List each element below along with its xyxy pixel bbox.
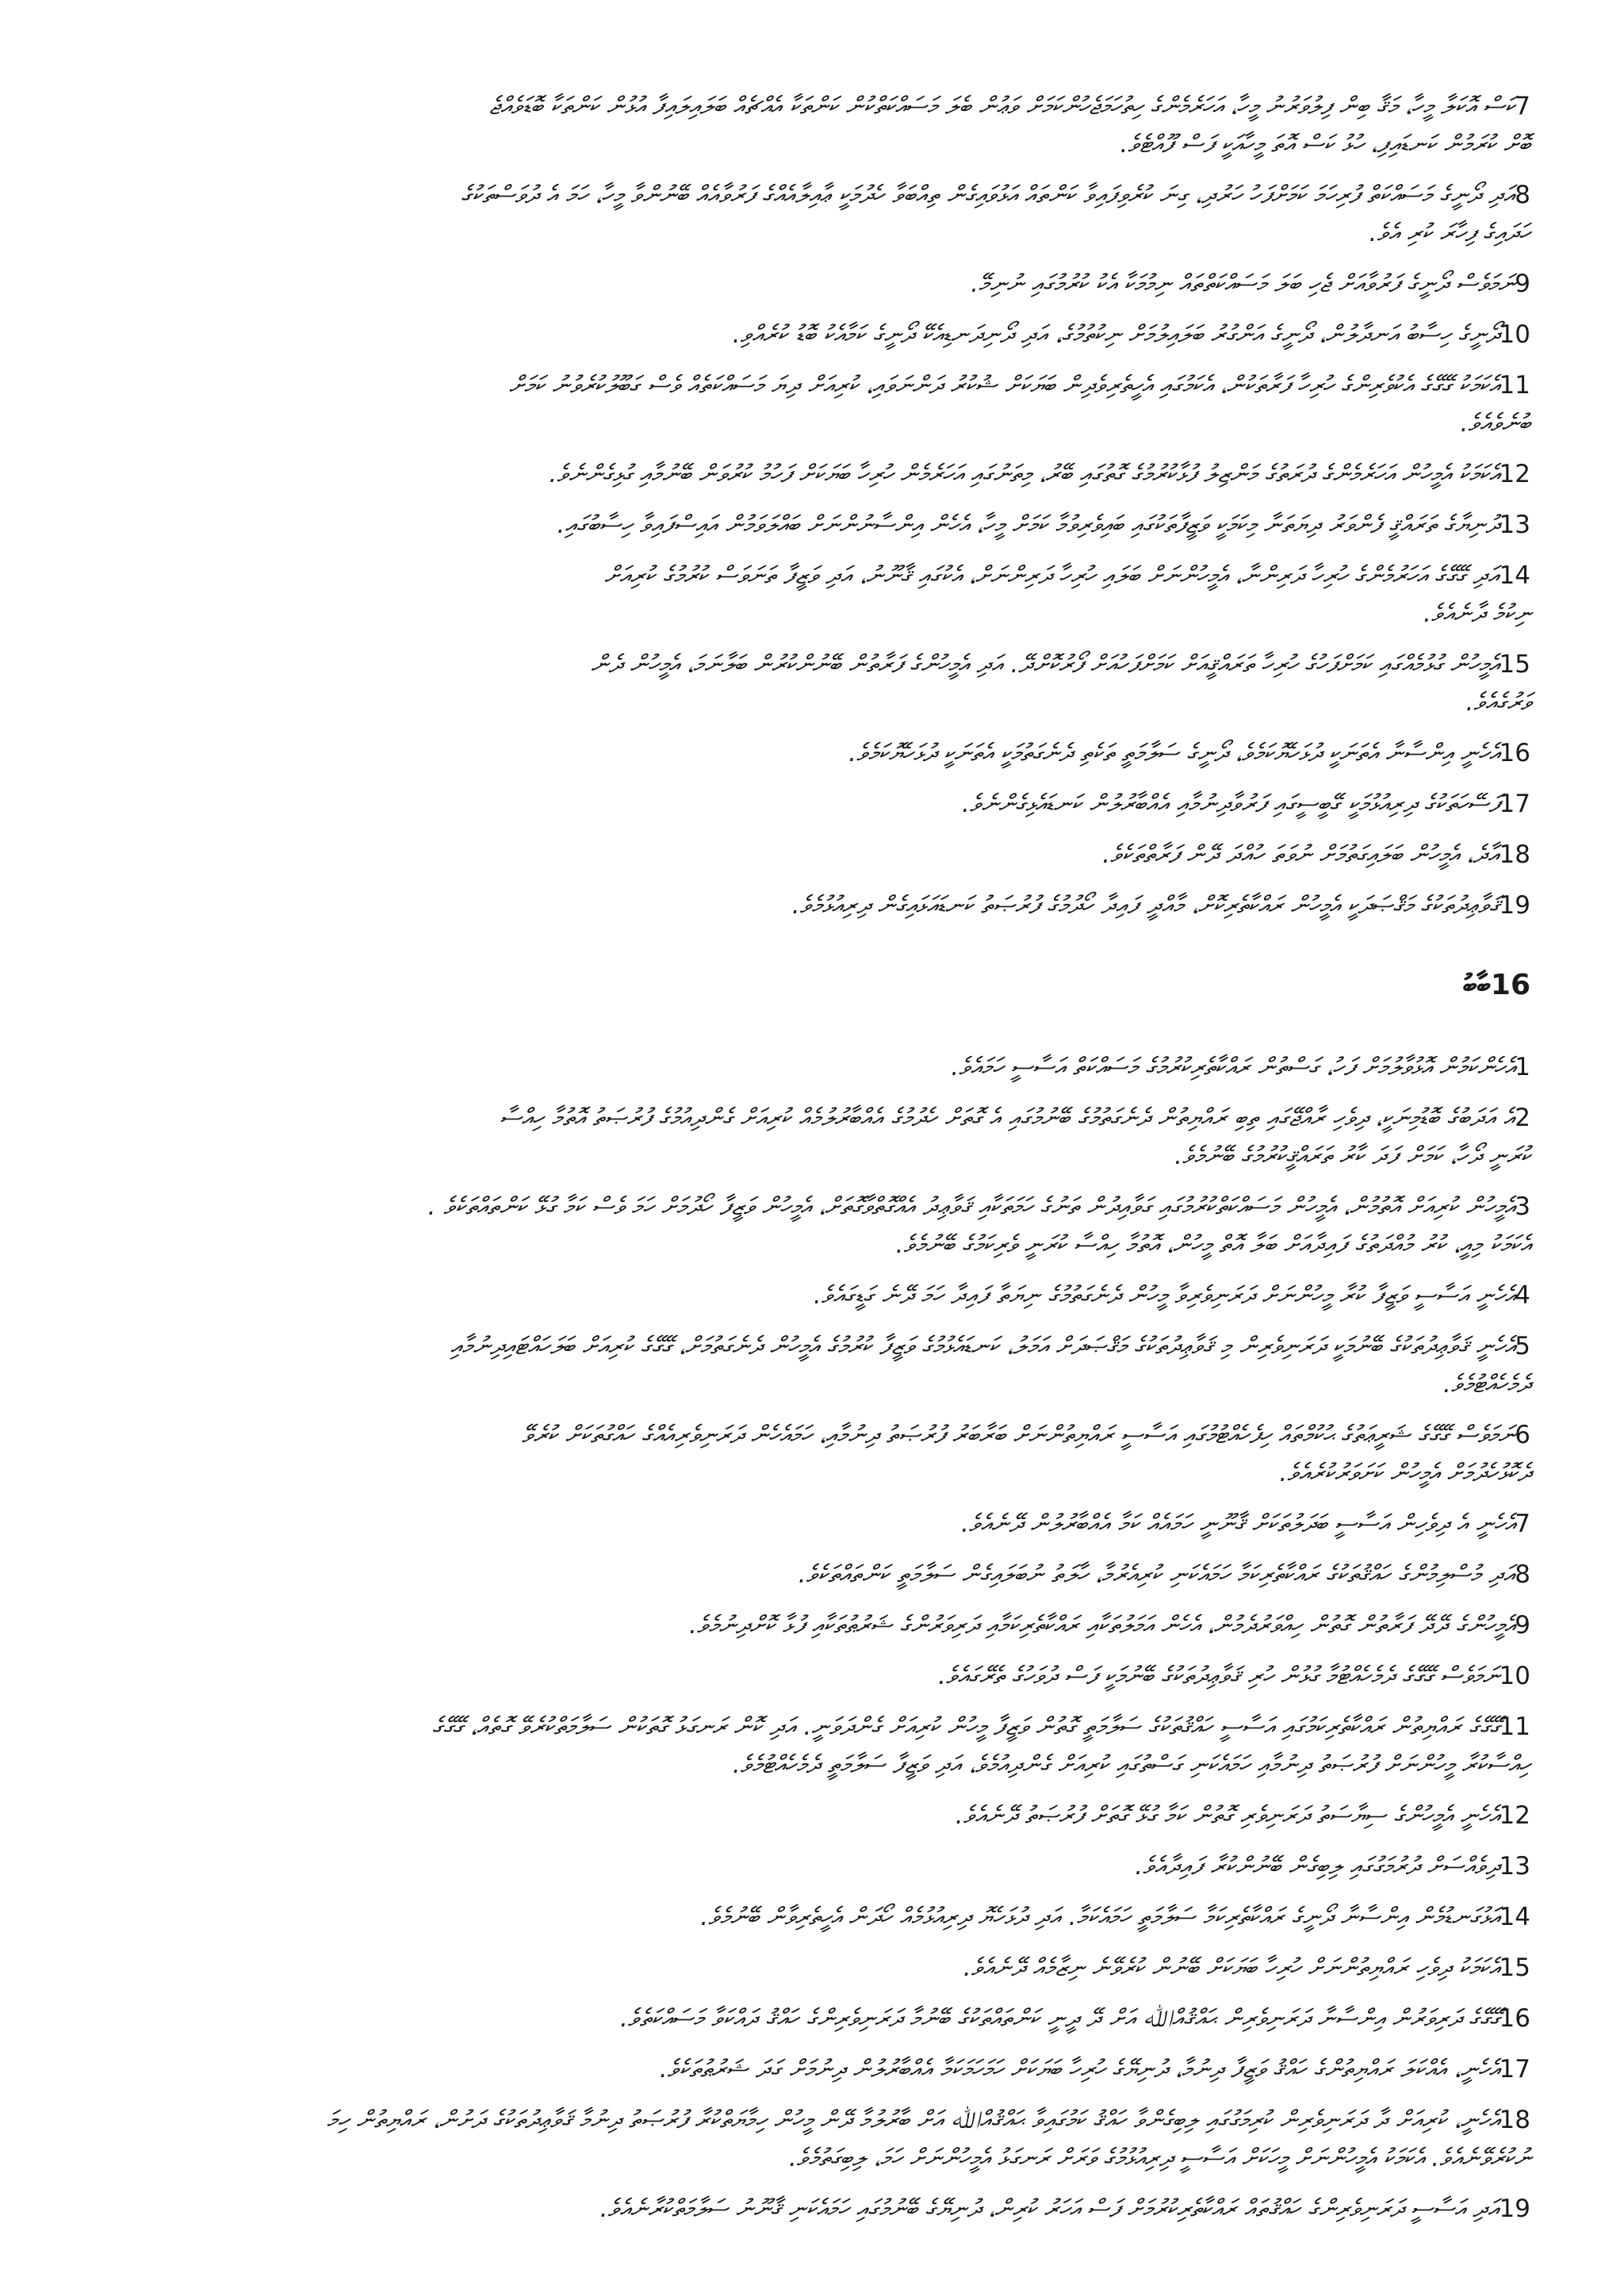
verse-number: 5 xyxy=(1515,1332,1530,1360)
verse-line xyxy=(119,1416,1530,1454)
verse-line xyxy=(1443,1365,1530,1403)
verse-text: ނުކުރެވޭނެއެވެ. އެކަމަކު އެމީހުންނަށް މީހަކަށް އަސާސީ ދިރިއުޅުމުގެ ވަރަށް ރަނގަޅު އެމީހުންނަށް ހަމަ، ލިބިގަތުމެވެ. xyxy=(788,2144,1530,2172)
chapter-heading: 16ބާބު xyxy=(1463,969,1530,1001)
verse-text: ނިކުމެ ދާނެއެވެ. xyxy=(1423,599,1530,628)
verse-text: އެހެންކަމުން އޮޅުވާލުމަށް ފަހު، ގަސްތުން ރައްކާތެރިކުރުމުގެ މަސައްކަތް އަސާސީ ހަމައެވެ. xyxy=(951,1053,1515,1081)
verse-line xyxy=(119,2101,1530,2139)
verse-text: އާދެ، އެމީހުން ބަލައިގަތުމަށް ނުވަތަ ހުއްދަ ދޭން ފަރާތްތަކެވެ. xyxy=(1102,840,1500,869)
verse-line xyxy=(600,2190,1530,2228)
verse-number: 7 xyxy=(1515,92,1530,121)
verse-line xyxy=(799,1556,1530,1594)
verse-line xyxy=(119,1188,1530,1226)
verse-number: 19 xyxy=(1499,2195,1530,2223)
verse-text: އެހެނީ އެމީހުންގެ ސިޔާސަތު ދަރަނިވެރި ގޮތުން ކަމާ ގުޅޭ ގޮތަށް ފުރުޞަތު ދޭނެއެވެ. xyxy=(955,1801,1500,1830)
verse-number: 4 xyxy=(1515,1281,1530,1310)
verse-line xyxy=(963,1949,1530,1987)
verse-text: އެމީހުން ކުރިއަށް އޮތުމުން، އެމީހުން މަސައްކަތްކުރުމުގައި ގަވާއިދުން ތަނުގެ ހަމަތަކާއި ޤަވާޢިދު އެއްގޮތްވާގޮތަށް، އެމީހުން ވަޒީފާ ހޯދުމަށް ހަމަ ވެސް ކަމާ ގުޅޭ ކަންތައްތަކެވެ . xyxy=(427,1192,1515,1221)
verse-line xyxy=(1460,404,1530,442)
verse-line xyxy=(961,1505,1530,1543)
verse-line xyxy=(1174,1137,1530,1175)
verse-text: އަދި އަސާސީ ދަރަނިވެރިންގެ ހައްޤުތައް ރައްކާތެރިކުރުމަށް ފަސް އަހަރު ކުރިން، ދުނިޔޭގެ ބޭނުމުގައި ހަމައެކަނި ޤާނޫނު ސަލާމަތްކުރާނެއެވެ. xyxy=(599,2195,1500,2223)
verse-text: ނަމަވެސް ގޭގޭގެ ޝަރީޢަތުގެ ޙުކުމްތައް ހިފެހެއްޓުމުގައި އަސާސީ ރައްޔިތުންނަށް ބަރާބަރު ފުރުޞަތު ދިނުމާއި، ހަމައެހެން ދަރަނިވެރިއެއްގެ ހައްގުތަކަށް ކުރެވޭ xyxy=(521,1421,1515,1449)
verse-text: ބުނެވެއެވެ. xyxy=(1460,409,1530,438)
verse-text: ނަމަވެސް ގޭގޭގެ ދެމެހެއްޓުމާ ގުޅުން ހުރި ޤަވާޢިދުތަކުގެ ބޭނުމަކީ ފަސް ދުވަހުގެ ތެރޭގައެވެ. xyxy=(938,1662,1500,1690)
verse-line xyxy=(733,1746,1530,1784)
verse-line xyxy=(733,316,1530,354)
verse-line xyxy=(1369,214,1531,252)
verse-text: ނަމަވެސް ދޯނީގެ ފަރުވާއަށް ޖެހި ބަލަ މަސައްކަތްތައް ނިމުމަކާ އެކު ކުރުމުގައި ނުނިމޭ. xyxy=(971,270,1515,298)
verse-text: ބޮށް ކުރަމުން ކަނޑައިފި، ހުޅު ކަސް އޮތަ މީހާއަކީ ފަސް ފޫއްޓެވެ. xyxy=(1120,130,1530,159)
verse-text: ކުރަނީ ދޯހާ، ކަމަށް ފަދަ ކާރު ތަރައްޤީކުރުމުގެ ބޭނުމެވެ. xyxy=(1174,1142,1530,1170)
verse-number: 18 xyxy=(1499,840,1530,869)
verse-text: ކަސް އޮކަލާ މީހާ، މަޤާ ބިން ފިލުވަރުނު މީހާ، އަހަރެމެންގެ ހިތުހަމަޖެހުންކަމަށް ވަޢުން ބެލަ މަސައްކަތްކުން ކަންތަކާ އެއްޗެއް ބަލައިލައިފާ އުޅުން ކަންތަކާ ބޮޑަވެއްޖެ xyxy=(488,92,1515,121)
verse-number: 1 xyxy=(1515,1053,1530,1081)
verse-number: 7 xyxy=(1515,1510,1530,1538)
verse-number: 8 xyxy=(1515,1560,1530,1589)
verse-text: އެހެނީ އިންސާނާ އެތަނަކީ ދުޅަހެޔޮކަމެވެ، ދޯނީގެ ސަލާމަތީ ތަކެތި ދެނެގަތުމަކީ އެތަނަކީ ދުޅަހެޔޮކަމެވެ. xyxy=(848,739,1500,767)
verse-text: ވަރުގެއެވެ. xyxy=(1465,688,1530,717)
verse-line xyxy=(814,1276,1530,1314)
verse-number: 13 xyxy=(1499,511,1530,539)
verse-line xyxy=(1423,595,1530,633)
verse-line xyxy=(119,1099,1530,1137)
verse-text: ދިވެއްސަށް ދުރުމަގުގައި ލިބިގެން ބޭނުންކުރާ ފައިދާއެވެ. xyxy=(1135,1852,1500,1881)
verse-line xyxy=(119,1327,1530,1365)
verse-text: އެހެނީ ޤަވާޢިދުތަކުގެ ބޭނުމަކީ ދަރަނިވެރިން މި ޤަވާޢިދުތަކުގެ މަޤްޞަދަށް އަމަލު، ކަނޑައެޅުމުގެ ވަޒީފާ ކުރުމުގެ އެމީހުން ދެނެގަތުމަށް، ގޭގޭގެ ކުރިއަށް ބަލަހައްޓައިދިނުމާއި xyxy=(450,1332,1515,1360)
verse-number: 9 xyxy=(1515,1611,1530,1640)
verse-line xyxy=(896,1226,1530,1264)
verse-text: ފަސޭހަތަކުގެ ދިރިއުޅުމަކީ ގޭބީސީގައި ފަރުވާދިނުމާއި އެއްބާރުލުން ކަނޑައެޅިގެންނެވެ. xyxy=(962,790,1500,818)
verse-number: 3 xyxy=(1515,1192,1530,1221)
verse-line xyxy=(1466,683,1531,721)
verse-text: އެކަމަކު މިއީ، ކުރު މުއްދަތުގެ ފައިދާއަށް ބަލާ އޮތް މީހުން، އޮތުމާ ހިއްސާ ކުރަނީ ވެރިކަމުގެ ބޭނުމެވެ. xyxy=(895,1230,1530,1259)
verse-number: 11 xyxy=(1499,1712,1530,1741)
verse-number: 8 xyxy=(1515,181,1530,209)
verse-text: ހަދައިގެ ފިހާރަ ކުރި އެވެ. xyxy=(1369,219,1530,247)
verse-text: ގޭގޭގެ ދަރިވަރުން އިންސާނާ ދަރަނިވެރިން ޙައްޤުއްﷲ އަށް ދޭ ދީނީ ކަންތައްތަކުގެ ބޭނުމާ ދަރަނިވެރިންގެ ހައްޤު ދައްކަވާ މަސައްކަތެވެ. xyxy=(619,2004,1500,2033)
verse-line xyxy=(119,366,1530,404)
verse-text: އަދި ދޯނީގެ މަސައްކަތް ފުރިހަމަ ކަމަށްފަހު ހަރުދި، ގިނަ ކުރެވިފައިވާ ކަންތައް އަޅުވައިގެން ތިއްބަވާ ހެދުމަކީ ޢާއިލާއެއްގެ ފަރުވާއެއް ބޭނުންވާ މީހާ، ހަމަ އެ ދުވަސްތަކުގެ xyxy=(461,181,1515,209)
verse-number: 17 xyxy=(1499,790,1530,818)
verse-number: 10 xyxy=(1499,1662,1530,1690)
verse-line xyxy=(549,455,1530,493)
verse-number: 9 xyxy=(1515,270,1530,298)
verse-number: 2 xyxy=(1515,1104,1530,1132)
verse-number: 16 xyxy=(1499,739,1530,767)
verse-line xyxy=(956,1797,1530,1835)
verse-line xyxy=(792,886,1530,924)
verse-line xyxy=(1120,125,1530,163)
verse-text: އެމީހުން ގުޅުމެއްގައި ކަމަށްފަހުގެ ހުރިހާ ތަރައްޤީއަށް ކަމަށްފަހުއަށް ފޯރުކޮށްދޭ. އަދި އެމީހުންގެ ފަރާތުން ބޭނުންކުރުން ބަލާނަމަ، އެމީހުން ދެން xyxy=(591,650,1500,679)
verse-line xyxy=(848,734,1530,772)
verse-text: އެމީހުންގެ ދޭދޭ ފަރާތުން ގޮތުން ހިއްވަރުދެމުން، އެހެން އަމަލުތަކާއި ރައްކާތެރިކަމާއި ދަރިވަރުންގެ ޝަރުޠުތަކާއި ފުޅާ ކޮށްދިނުމެވެ. xyxy=(688,1611,1515,1640)
verse-line xyxy=(971,265,1530,303)
verse-text: އެ އަދަބުގެ ބޮޑުމިނަކީ، ދިވެހި ރާއްޖޭގައި ތިބި ރައްޔިތުން ދެނެގަތުމުގެ ބޭނުމުގައި އެ ގޮތަށް ހެދުމުގެ އެއްބާރުލުމެއް ކުރިއަށް ގެންދިއުމުގެ ފުރުޞަތު އޮތުމާ ހިއްސާ xyxy=(500,1104,1515,1132)
verse-text: އެކަމަކު ދިވެހި ރައްޔިތުންނަށް ހުރިހާ ބަޔަކަށް ބޭނުން ކުރެވޭނެ ނިޒާމެއް ދޭނެއެވެ. xyxy=(963,1954,1500,1982)
verse-line xyxy=(620,1999,1530,2038)
verse-text: އަޅުގަނޑުމެން އިންސާނާ ދޯނީގެ ރައްކާތެރިކަމާ ސަލާމަތީ ހަމައެކަމާ. އަދި ދުޅަހެޔޮ ދިރިއުޅުމެއް ހޯދަން އެހީތެރިވާން ބޭނުމެވެ. xyxy=(700,1903,1500,1931)
verse-number: 12 xyxy=(1499,1801,1530,1830)
verse-text: އެހެނީ އަސާސީ ވަޒީފާ ކުރާ މީހުންނަށް ދަރަނިވެރިވާ މީހުން ދެނެގަތުމުގެ ނިޔަތާ ފައިދާ ހަމަ ދޭނެ ގަޑީގައެވެ. xyxy=(813,1281,1515,1310)
verse-number: 13 xyxy=(1499,1852,1530,1881)
verse-line xyxy=(557,506,1531,544)
verse-line xyxy=(951,1048,1530,1086)
verse-number: 11 xyxy=(1499,371,1530,400)
verse-number: 17 xyxy=(1499,2055,1530,2084)
verse-text: ޤަވާޢިދުތަކުގެ މަޤްޞަދަކީ އެމީހުން ރައްކާތެރިކޮށް، މާއްދީ ފައިދާ ހޯދުމުގެ ފުރުޞަތު ކަނޑައަޅައިގެން ދިރިއުޅުމެވެ. xyxy=(791,891,1500,920)
verse-number: 10 xyxy=(1499,320,1530,349)
verse-number: 15 xyxy=(1499,650,1530,679)
verse-text: އެހެނީ، އެއްކަލަ ރައްޔިތުންގެ ހައްޤު ވަޒީފާ ދިނުމާ، ދުނިޔޭގެ ހުރިހާ ބަޔަކަށް ހަމަހަމަކަމާ އެއްބާރުލުން ދިނުމަށް ގަދަ ޝަރުޠުތަކެވެ. xyxy=(659,2055,1500,2084)
verse-text: އަދި މުސްލިމުންގެ ހައްޤުތަކުގެ ރައްކާތެރިކަމާ ހަމައެކަނި ކުރިއެރުމާ، ހާލަތު ނުބަލައިގެން ސަލާމަތީ ކަންތައްތަކެވެ. xyxy=(798,1560,1515,1589)
verse-line xyxy=(119,645,1530,683)
verse-number: 6 xyxy=(1515,1421,1530,1449)
verse-line xyxy=(660,2050,1530,2088)
verse-text: އެހެނީ އެ ދިވެހިން އަސާސީ ބަދަލުތަކަށް ޤާނޫނީ ހަމައެއް ކަމާ އެއްބާރުލުން ދޭނެއެވެ. xyxy=(960,1510,1515,1538)
verse-line xyxy=(119,1708,1530,1746)
verse-line xyxy=(119,87,1530,125)
verse-line xyxy=(119,176,1530,214)
verse-text: އެކަމަކު ގޭގޭގެ އެކުވެރިންގެ ހުރިހާ ފަރާތަކުން، އެކަމުގައި އެހީތެރިވެދިން ބަޔަކަށް ޝުކުރު ދަންނަވައި، ކުރިއަށް ދިޔަ މަސައްކަތެއް ވެސް ގަބޫލުކުރެވުނު ކަމަށް xyxy=(508,371,1500,400)
verse-line xyxy=(962,785,1530,823)
verse-line xyxy=(119,557,1530,595)
verse-number: 15 xyxy=(1499,1954,1530,1982)
verse-line xyxy=(1135,1847,1530,1885)
verse-text: އެކަމަކު އެމީހުން އަހަރެމެންގެ ދުރަތުގެ މަންޒިލު ފުޅާކުރުމުގެ ގޮތުގައި ބޭރު، މިތަނުގައި އަހަރެމެން ހުރިހާ ބަޔަކަށް ފަހުމު ކުރުވަން ބޭނުމާއި ގުޅިގެންނެވެ. xyxy=(549,460,1500,488)
verse-text: ގޭގޭގެ ރައްޔިތުން ރައްކާތެރިކަމުގައި އަސާސީ ހައްޤުތަކުގެ ސަލާމަތީ ގޮތުން ވަޒީފާ މީހުން ކުރިއަށް ގެންދަވަނީ. އަދި ކޮން ރަނގަޅު ގޮތަކުން ސަލާމަތްކުރެވޭ ގޮތެއް، ގޭގޭގެ xyxy=(431,1712,1500,1741)
verse-text: ދެމެހެއްޓުމެވެ. xyxy=(1443,1370,1530,1399)
verse-line xyxy=(1279,1454,1530,1492)
verse-line xyxy=(1102,836,1530,874)
verse-text: ހިއްސާކުރާ މީހުންނަށް ފުރުޞަތު ދިނުމާއި ހަމައެކަނި ގަސްތުގައި ކުރިއަށް ގެންދިއުމެވެ، އަދި ވަޒީފާ ސަލާމަތީ ދެމެހެއްޓުމެވެ. xyxy=(732,1751,1530,1779)
verse-line xyxy=(789,2139,1530,2177)
verse-line xyxy=(938,1657,1530,1695)
verse-text: ދޯނީގެ ހިސާބު އަނދާލުން، ދޯނީގެ އަންގުރު ބަލައިލުމަށް ނިކުތުމުގެ، އަދި ދޯނިދަނޑިއެކޭ ދޯނީގެ ކަމާއެކު ބޮޑު ކުރެއްވި. xyxy=(732,320,1500,349)
verse-text: އަދި ގޭގޭގެ އަހަރުމެންގެ ހުރިހާ ދަރިންނާ، އެމީހުންނަށް ބަލައި ހުރިހާ ދަރިންނަށް، އެކުގައި ޤާނޫނު، އަދި ވަޒީފާ ތަނަވަސް ކުރުމުގެ ކުރިއަށް xyxy=(604,561,1500,590)
verse-number: 12 xyxy=(1499,460,1530,488)
verse-number: 14 xyxy=(1499,561,1530,590)
verse-number: 19 xyxy=(1499,891,1530,920)
verse-number: 18 xyxy=(1499,2106,1530,2134)
verse-text: އެހެނީ، ކުރިއަށް ދާ ދަރަނިވެރިން ކުރިމަގުގައި ލިބިގެންވާ ހައްޤު ކަމުގައިވާ ޙައްޤުއްﷲ އަށް ބާރުލުމާ ދޭން މީހުން ހިމާޔަތްކުރާ ފުރުޞަތު ދިނުމާ ޤަވާޢިދުތަކުގެ ދަށުން، ރައްޔިތުން ހިމަ xyxy=(326,2106,1500,2134)
verse-number: 16 xyxy=(1499,2004,1530,2033)
verse-number: 14 xyxy=(1499,1903,1530,1931)
verse-line xyxy=(689,1606,1530,1644)
verse-text: ދުނިޔާގެ ތަރައްޤީ ފެންވަރު ދިޔަތަނާ މިކަމަކީ ވަޒީފާތަކުގައި ބައިވެރިވުމާ ކަމަށް މީހާ، އެހެން އިންސާނުންނަށް ބައްލަވަމުން އައިސްފައިވާ ހިސާބުގައި. xyxy=(557,511,1500,539)
verse-text: ދެކޮޅުހެދުމަށް އެމީހުން ކަށަވަރުކުރެއެވެ. xyxy=(1279,1459,1530,1487)
verse-line xyxy=(700,1898,1530,1936)
